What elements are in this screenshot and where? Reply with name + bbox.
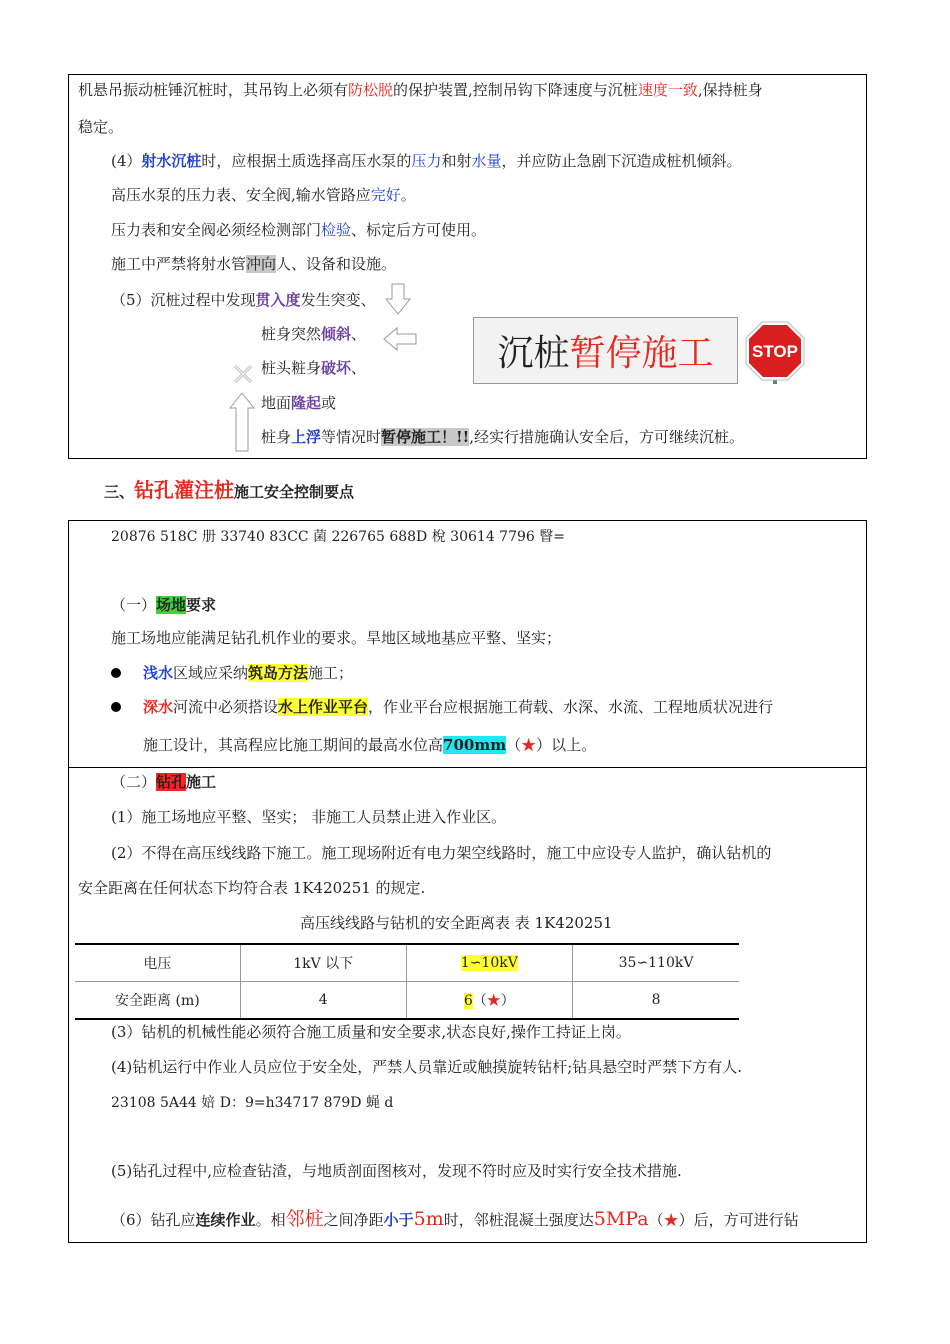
table-row xyxy=(75,944,739,982)
text-line xyxy=(78,80,763,100)
text: 时，应根据土质选择高压水泵的 xyxy=(201,152,412,170)
text: ） xyxy=(500,993,515,1009)
keyword: 上浮 xyxy=(291,428,322,446)
text: 桩身 xyxy=(261,428,292,446)
text-line xyxy=(111,290,376,310)
text-line xyxy=(111,185,416,205)
text-line: (1）施工场地应平整、坚实； 非施工人员禁止进入作业区。 xyxy=(111,808,507,826)
text: 区域应采纳 xyxy=(173,664,249,682)
text-line xyxy=(261,324,366,344)
section-title xyxy=(104,474,354,503)
text-line: (4)钻机运行中作业人员应位于安全处，严禁人员靠近或触摸旋转钻杆;钻具悬空时严禁下方有人. xyxy=(111,1058,743,1076)
text: （ xyxy=(472,993,487,1009)
cross-icon xyxy=(232,364,254,384)
keyword: 射水沉桩 xyxy=(141,152,202,170)
text-line: 安全距离在任何状态下均符合表 1K420251 的规定. xyxy=(78,879,426,897)
text: 和射 xyxy=(441,152,472,170)
text: 。相 xyxy=(255,1211,286,1229)
highlight-text: 防松脱 xyxy=(348,81,394,99)
highlight-text: 1∽10kV xyxy=(460,955,518,971)
table-cell: 电压 xyxy=(75,944,240,982)
text: 时，邻桩混凝土强度达 xyxy=(443,1211,594,1229)
text: 要求 xyxy=(186,596,217,614)
text: （ xyxy=(506,736,522,754)
text-line: 施工场地应能满足钻孔机作业的要求。旱地区域地基应平整、坚实； xyxy=(111,629,562,647)
text: 之间净距 xyxy=(323,1211,384,1229)
text: 桩身突然 xyxy=(261,325,322,343)
section-title-text: 施工安全控制要点 xyxy=(234,483,355,501)
keyword: 完好 xyxy=(370,186,401,204)
banner-text: 沉桩 xyxy=(497,333,570,374)
text-line: (3）钻机的机械性能必须符合施工质量和安全要求,状态良好,操作工持证上岗。 xyxy=(111,1023,631,1041)
star-icon: ★ xyxy=(521,736,537,754)
subheading xyxy=(111,595,216,615)
text: 施工 xyxy=(186,773,217,791)
bullet-icon xyxy=(111,668,121,678)
text: 施工； xyxy=(308,664,354,682)
text: ）后，方可进行钻 xyxy=(678,1211,799,1229)
text: 施工中严禁将射水管 xyxy=(111,255,247,273)
keyword: 压力 xyxy=(411,152,442,170)
text-line xyxy=(261,427,744,447)
text: 桩头粧身 xyxy=(261,359,322,377)
keyword: 深水 xyxy=(143,698,174,716)
text: ,保持桩身 xyxy=(697,81,763,99)
highlight-text: 冲向 xyxy=(246,255,277,273)
text: （一） xyxy=(111,596,157,614)
text: ,经实行措施确认安全后，方可继续沉桩。 xyxy=(469,428,744,446)
highlight-text: 速度一致 xyxy=(637,81,698,99)
table-row xyxy=(75,982,739,1020)
text: 、标定后方可使用。 xyxy=(351,221,487,239)
text: （二） xyxy=(111,773,157,791)
highlight-text: 700mm xyxy=(443,736,507,754)
keyword: 5m xyxy=(413,1208,444,1230)
table-cell: 4 xyxy=(240,982,406,1020)
keyword: 破坏 xyxy=(321,359,352,377)
text-line xyxy=(111,220,486,240)
stop-sign-text: STOP xyxy=(752,342,798,361)
keyword: 5MPa xyxy=(593,1208,649,1230)
text: 施工设计，其高程应比施工期间的最高水位高 xyxy=(143,736,444,754)
highlight-text: 暂停施工！!! xyxy=(381,428,470,446)
highlight-text: 水上作业平台 xyxy=(278,698,369,716)
keyword: 邻桩 xyxy=(285,1208,324,1230)
text-line xyxy=(143,735,596,755)
arrow-up-icon xyxy=(229,392,255,452)
keyword: 隆起 xyxy=(291,394,322,412)
table-cell: 35∽110kV xyxy=(573,944,739,982)
keyword: 贯入度 xyxy=(255,291,301,309)
keyword: 连续作业 xyxy=(195,1211,256,1229)
text: （ xyxy=(648,1211,664,1229)
code-line: 20876 518C 册 33740 83CC 菌 226765 688D 梲 30614 7796 瞖= xyxy=(111,529,565,545)
highlight-text: 钻孔 xyxy=(156,773,187,791)
table-cell: 1kV 以下 xyxy=(240,944,406,982)
stop-construction-banner xyxy=(473,317,738,384)
text: 或 xyxy=(321,394,337,412)
text-line: (5)钻孔过程中,应检查钻渣，与地质剖面图核对，发现不符时应及时实行安全技术措施. xyxy=(111,1162,682,1180)
table-cell: 安全距离 (m) xyxy=(75,982,240,1020)
text: （6）钻孔应 xyxy=(111,1211,196,1229)
star-icon: ★ xyxy=(663,1211,679,1229)
code-line: 23108 5A44 婄 D：9=h34717 879D 蝇 d xyxy=(111,1095,394,1111)
text: ）以上。 xyxy=(536,736,597,754)
arrow-left-icon xyxy=(383,327,417,351)
text-line xyxy=(261,358,366,378)
text-line xyxy=(111,151,742,171)
stop-sign-icon xyxy=(744,320,806,384)
table-cell: 8 xyxy=(573,982,739,1020)
keyword: 倾斜 xyxy=(321,325,352,343)
safety-distance-table xyxy=(75,943,739,1020)
keyword: 浅水 xyxy=(143,664,174,682)
text-line xyxy=(143,663,353,683)
text: 压力表和安全阀必须经检测部门 xyxy=(111,221,322,239)
keyword: 小于 xyxy=(383,1211,414,1229)
section-keyword: 钻孔灌注桩 xyxy=(134,478,235,502)
text-line: 稳定。 xyxy=(78,118,124,136)
text: 。 xyxy=(400,186,416,204)
text: 机悬吊振动桩锤沉桩时，其吊钩上必须有 xyxy=(78,81,349,99)
text-line: (2）不得在高压线线路下施工。施工现场附近有电力架空线路时，施工中应设专人监护，确认钻机的 xyxy=(111,844,772,862)
text-line xyxy=(111,1209,799,1230)
text-line xyxy=(143,697,773,717)
text: ，并应防止急剧下沉造成桩机倾斜。 xyxy=(501,152,742,170)
table-cell xyxy=(406,944,573,982)
text: 、 xyxy=(351,325,367,343)
subheading xyxy=(111,772,216,792)
text: 地面 xyxy=(261,394,292,412)
text: 等情况时 xyxy=(321,428,382,446)
text-line xyxy=(111,254,396,274)
banner-highlight-text: 暂停施工 xyxy=(569,333,714,374)
keyword: 检验 xyxy=(321,221,352,239)
star-icon: ★ xyxy=(486,993,501,1009)
text: 发生突变、 xyxy=(300,291,376,309)
bullet-icon xyxy=(111,702,121,712)
keyword: 水量 xyxy=(471,152,502,170)
text: (4） xyxy=(111,152,142,170)
text: 的保护装置,控制吊钩下降速度与沉桩 xyxy=(393,81,638,99)
highlight-text: 场地 xyxy=(156,596,187,614)
text: 、 xyxy=(351,359,367,377)
text-line xyxy=(261,393,336,413)
table-cell xyxy=(406,982,573,1020)
arrow-down-icon xyxy=(385,283,411,315)
highlight-text: 6 xyxy=(463,993,473,1009)
text: 河流中必须搭设 xyxy=(173,698,279,716)
text: ，作业平台应根据施工荷载、水深、水流、工程地质状况进行 xyxy=(368,698,774,716)
table-caption: 高压线线路与钻机的安全距离表 表 1K420251 xyxy=(300,914,613,932)
text: 人、设备和设施。 xyxy=(276,255,397,273)
text: （5）沉桩过程中发现 xyxy=(111,291,256,309)
text: 高压水泵的压力表、安全阀,输水管路应 xyxy=(111,186,371,204)
section-number: 三、 xyxy=(104,483,135,501)
highlight-text: 筑岛方法 xyxy=(248,664,309,682)
